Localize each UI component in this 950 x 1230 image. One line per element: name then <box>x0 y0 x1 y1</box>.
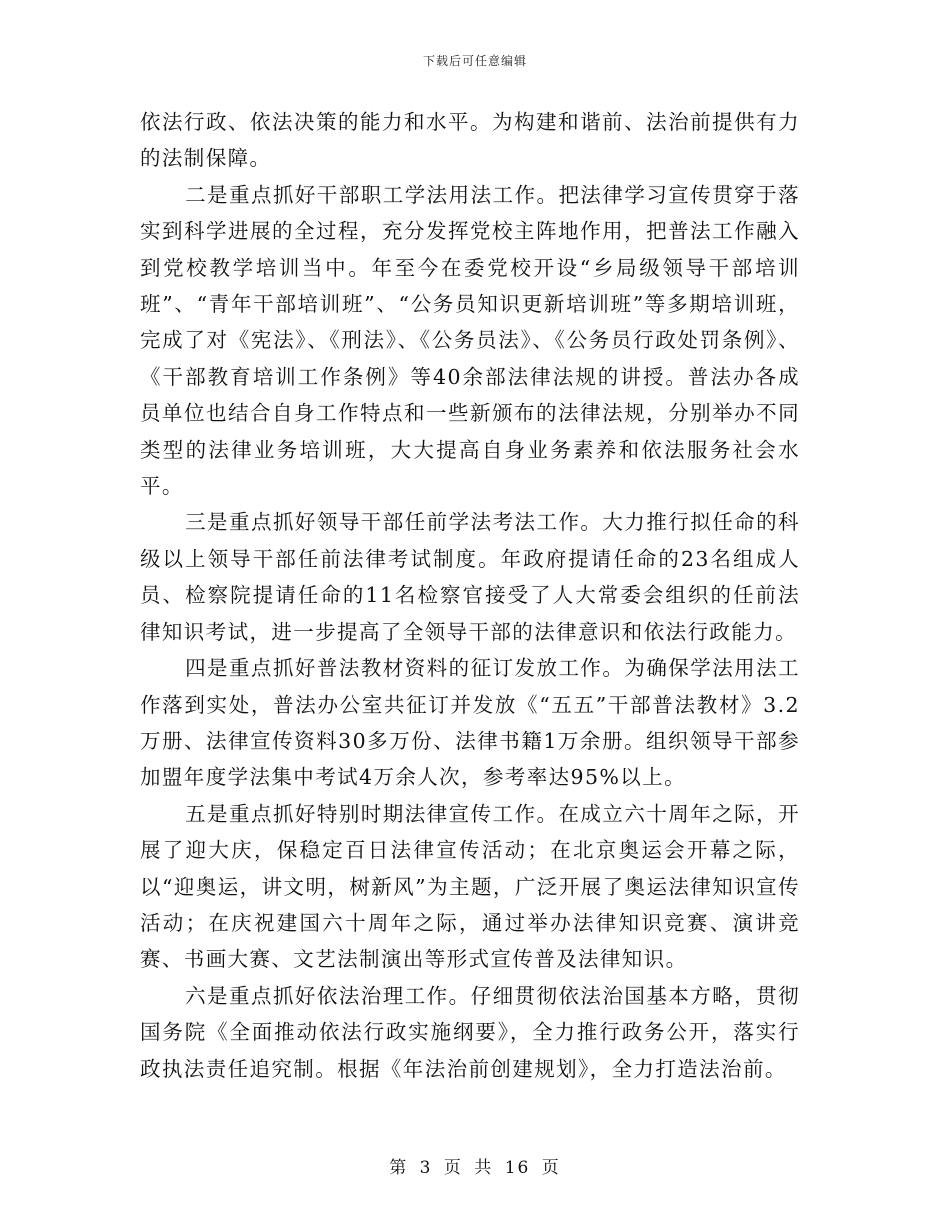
paragraph-item-3: 三是重点抓好领导干部任前学法考法工作。大力推行拟任命的科级以上领导干部任前法律考试制度。年政府提请任命的23名组成人员、检察院提请任命的11名检察官接受了人大常委会组织的任前法律知识考试，进一步提高了全领导干部的法律意识和依法行政能力。 <box>140 510 800 644</box>
paragraph-item-6: 六是重点抓好依法治理工作。仔细贯彻依法治国基本方略，贯彻国务院《全面推动依法行政实施纲要》，全力推行政务公开，落实行政执法责任追究制。根据《年法治前创建规划》，全力打造法治前。 <box>140 983 800 1081</box>
page-number-footer: 第 3 页 共 16 页 <box>389 1158 561 1178</box>
paragraph-continuation: 依法行政、依法决策的能力和水平。为构建和谐前、法治前提供有力的法制保障。 <box>140 110 800 171</box>
body-text <box>140 104 800 1087</box>
header-note: 下载后可任意编辑 <box>422 54 527 68</box>
paragraph-item-4: 四是重点抓好普法教材资料的征订发放工作。为确保学法用法工作落到实处，普法办公室共征订并发放《“五五”干部普法教材》3.2万册、法律宣传资料30多万份、法律书籍1万余册。组织领导干部参加盟年度学法集中考试4万余人次，参考率达95%以上。 <box>140 656 800 790</box>
paragraph-item-5: 五是重点抓好特别时期法律宣传工作。在成立六十周年之际，开展了迎大庆，保稳定百日法律宣传活动；在北京奥运会开幕之际，以“迎奥运，讲文明，树新风”为主题，广泛开展了奥运法律知识宣传活动；在庆祝建国六十周年之际，通过举办法律知识竞赛、演讲竞赛、书画大赛、文艺法制演出等形式宣传普及法律知识。 <box>140 801 800 972</box>
paragraph-item-2: 二是重点抓好干部职工学法用法工作。把法律学习宣传贯穿于落实到科学进展的全过程，充分发挥党校主阵地作用，把普法工作融入到党校教学培训当中。年至今在委党校开设“乡局级领导干部培训班”、“青年干部培训班”、“公务员知识更新培训班”等多期培训班，完成了对《宪法》、《刑法》、《公务员法》、《公务员行政处罚条例》、《干部教育培训工作条例》等40余部法律法规的讲授。普法办各成员单位也结合自身工作特点和一些新颁布的法律法规，分别举办不同类型的法律业务培训班，大大提高自身业务素养和依法服务社会水平。 <box>140 182 800 499</box>
